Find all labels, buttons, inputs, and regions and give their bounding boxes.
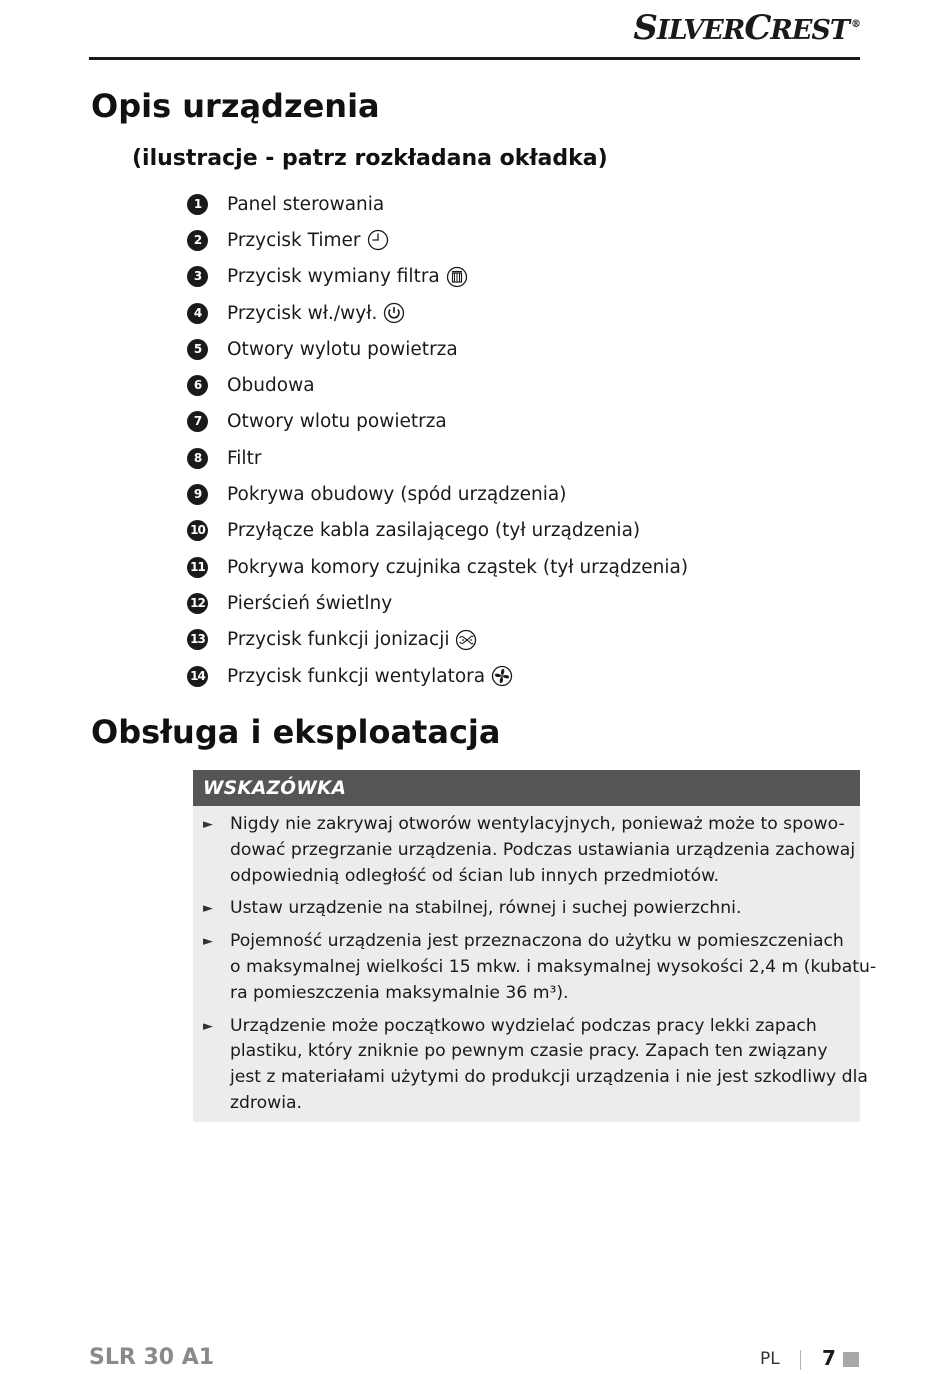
fan-icon xyxy=(491,665,513,687)
part-label: Przycisk funkcji jonizacji xyxy=(227,629,450,651)
part-number-badge: 13 xyxy=(187,629,208,650)
part-label: Pokrywa komory czujnika cząstek (tył urządzenia) xyxy=(227,556,689,578)
power-icon xyxy=(383,302,405,324)
part-item xyxy=(187,404,688,440)
part-item xyxy=(187,259,688,295)
part-label: Pierścień świetlny xyxy=(227,592,393,614)
part-label: Przycisk funkcji wentylatora xyxy=(227,665,486,687)
bullet-text-line: Ustaw urządzenie na stabilnej, równej i suchej powierzchni. xyxy=(230,898,742,919)
bullet-text-line: Urządzenie może początkowo wydzielać podczas pracy lekki zapach xyxy=(230,1015,817,1036)
part-item xyxy=(187,658,688,694)
part-number-badge: 11 xyxy=(187,557,208,578)
part-number-badge: 8 xyxy=(187,448,208,469)
timer-icon xyxy=(367,229,389,251)
bullet-text-line: ra pomieszczenia maksymalnie 36 m³). xyxy=(230,982,569,1003)
part-number-badge: 2 xyxy=(187,230,208,251)
bullet-arrow-icon: ► xyxy=(203,934,213,950)
part-label: Przyłącze kabla zasilającego (tył urządzenia) xyxy=(227,520,641,542)
part-label: Otwory wlotu powietrza xyxy=(227,411,447,433)
part-number-badge: 7 xyxy=(187,411,208,432)
part-label: Obudowa xyxy=(227,375,315,397)
bullet-text-line: odpowiednią odległość od ścian lub innych przedmiotów. xyxy=(230,865,720,886)
notice-bullet xyxy=(193,896,853,922)
part-label: Pokrywa obudowy (spód urządzenia) xyxy=(227,484,567,506)
section-subtitle: (ilustracje - patrz rozkładana okładka) xyxy=(132,146,608,171)
part-number-badge: 5 xyxy=(187,339,208,360)
part-item xyxy=(187,622,688,658)
part-item xyxy=(187,295,688,331)
notice-bullet xyxy=(193,929,877,1006)
bullet-text-line: Nigdy nie zakrywaj otworów wentylacyjnych, ponieważ może to spowo- xyxy=(230,814,845,834)
part-number-badge: 14 xyxy=(187,666,208,687)
part-item xyxy=(187,513,688,549)
part-item xyxy=(187,367,688,403)
notice-bullet xyxy=(193,1014,868,1117)
bullet-text-line: jest z materiałami użytymi do produkcji urządzenia i nie jest szkodliwy dla xyxy=(230,1067,868,1088)
page-number: 7 xyxy=(822,1346,836,1370)
part-number-badge: 9 xyxy=(187,484,208,505)
footer-model: SLR 30 A1 xyxy=(89,1345,215,1370)
part-item xyxy=(187,222,688,258)
notice-bullet xyxy=(193,812,856,889)
part-item xyxy=(187,186,688,222)
part-item xyxy=(187,440,688,476)
part-label: Przycisk wymiany filtra xyxy=(227,266,440,288)
notice-heading: WSKAZÓWKA xyxy=(193,770,860,806)
bullet-text-line: o maksymalnej wielkości 15 mkw. i maksymalnej wysokości 2,4 m (kubatu- xyxy=(230,956,877,977)
part-number-badge: 10 xyxy=(187,520,208,541)
part-label: Przycisk wł./wył. xyxy=(227,302,378,324)
part-number-badge: 1 xyxy=(187,194,208,215)
part-number-badge: 6 xyxy=(187,375,208,396)
bullet-text-line: Pojemność urządzenia jest przeznaczona do użytku w pomieszczeniach xyxy=(230,931,844,952)
bullet-text-line: dować przegrzanie urządzenia. Podczas ustawiania urządzenia zachowaj xyxy=(230,839,856,860)
part-number-badge: 12 xyxy=(187,593,208,614)
part-label: Panel sterowania xyxy=(227,193,385,215)
section-title-operation: Obsługa i eksploatacja xyxy=(91,713,501,751)
bullet-text-line: zdrowia. xyxy=(230,1092,302,1113)
brand-logo: SILVERCREST ® xyxy=(633,8,860,48)
part-number-badge: 4 xyxy=(187,303,208,324)
part-item xyxy=(187,331,688,367)
header-rule xyxy=(89,57,860,60)
part-label: Otwory wylotu powietrza xyxy=(227,338,458,360)
part-number-badge: 3 xyxy=(187,266,208,287)
ionizer-icon xyxy=(455,629,477,651)
notice-box xyxy=(193,770,877,1122)
bullet-text-line: plastiku, który zniknie po pewnym czasie pracy. Zapach ten związany xyxy=(230,1041,828,1062)
parts-list xyxy=(187,186,688,694)
filter-replace-icon xyxy=(446,266,468,288)
footer-divider xyxy=(800,1350,801,1370)
part-item xyxy=(187,549,688,585)
bullet-arrow-icon: ► xyxy=(203,817,213,832)
part-label: Filtr xyxy=(227,447,262,469)
section-title-description: Opis urządzenia xyxy=(91,87,380,125)
footer-language: PL xyxy=(760,1349,780,1369)
part-label: Przycisk Timer xyxy=(227,229,361,251)
bullet-arrow-icon: ► xyxy=(203,1018,213,1034)
part-item xyxy=(187,585,688,621)
notice-bullets xyxy=(193,812,877,1124)
part-item xyxy=(187,476,688,512)
bullet-arrow-icon: ► xyxy=(203,901,213,917)
footer-square-mark xyxy=(843,1352,859,1367)
